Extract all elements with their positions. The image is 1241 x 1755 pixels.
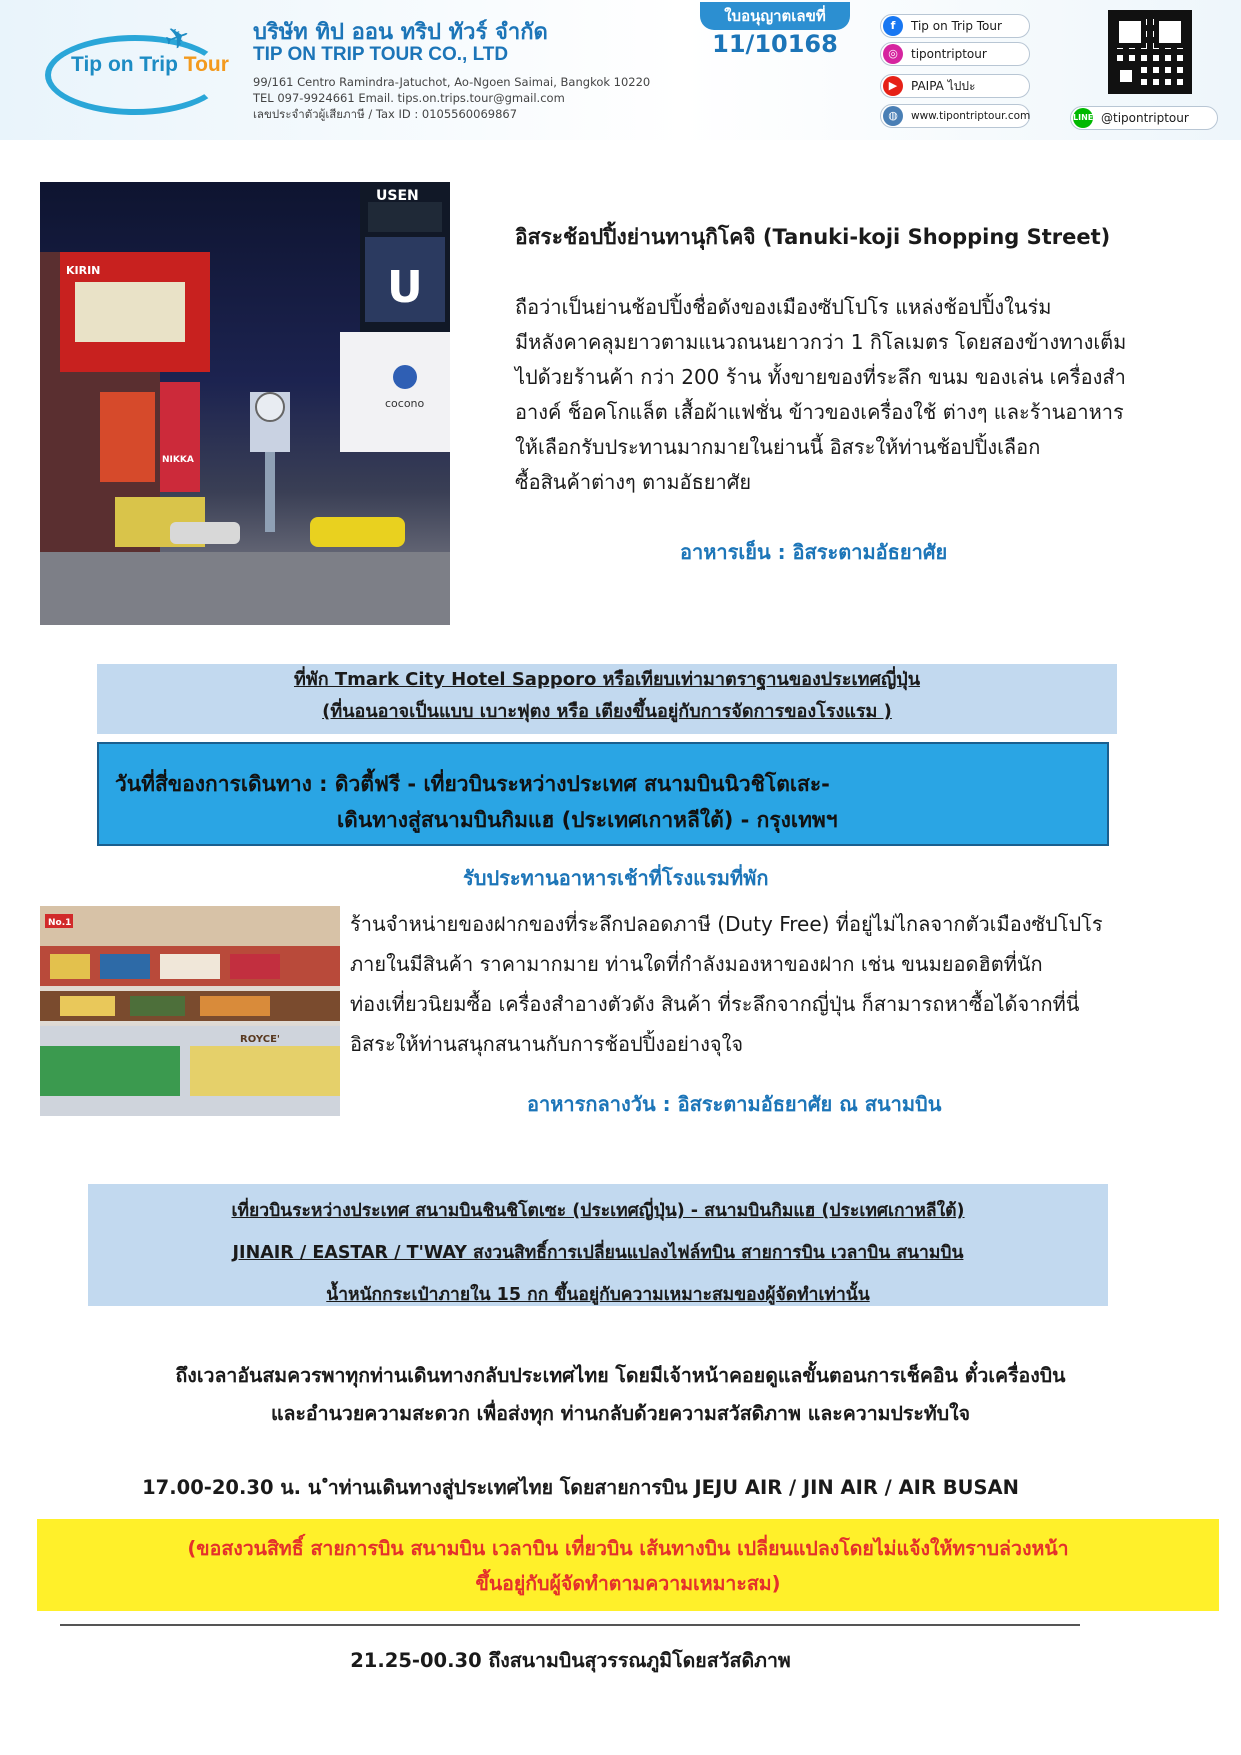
company-address <box>253 74 650 122</box>
flight-airlines-line: JINAIR / EASTAR / T'WAY สงวนสิทธิ์การเปลี่ยนแปลงไฟล์ทบิน สายการบิน เวลาบิน สนามบิน <box>232 1243 964 1263</box>
tax-id-line: เลขประจำตัวผู้เสียภาษี / Tax ID : 0105560069867 <box>253 107 518 121</box>
address-line: 99/161 Centro Ramindra-Jatuchot, Ao-Ngoen Saimai, Bangkok 10220 <box>253 75 651 89</box>
header-banner <box>0 0 1241 140</box>
youtube-icon: ▶ <box>883 76 903 96</box>
duty-free-description <box>350 904 1210 1064</box>
departure-time-line: 17.00-20.30 น. น ำท่านเดินทางสู่ประเทศไทย โดยสายการบิน JEJU AIR / JIN AIR / AIR BUSAN <box>142 1476 1019 1499</box>
description-line: ให้เลือกรับประทานมากมายในย่านนี้ อิสระให้ท่านช้อปปิ้งเลือก <box>515 435 1041 459</box>
description-line: อางค์ ช็อคโกแล็ต เสื้อผ้าแฟชั่น ข้าวของเครื่องใช้ ต่างๆ และร้านอาหาร <box>515 400 1124 424</box>
contact-line: TEL 097-9924661 Email. tips.on.trips.tour@gmail.com <box>253 91 565 105</box>
website-label: www.tipontriptour.com <box>911 110 1031 122</box>
lunch-note: อาหารกลางวัน : อิสระตามอัธยาศัย ณ สนามบิน <box>527 1092 942 1116</box>
dinner-note: อาหารเย็น : อิสระตามอัธยาศัย <box>680 540 948 564</box>
hotel-line: ที่พัก Tmark City Hotel Sapporo หรือเทียบเท่ามาตราฐานของประเทศญี่ปุ่น <box>293 669 921 690</box>
tanuki-koji-photo <box>40 182 450 625</box>
return-line-1: ถึงเวลาอันสมควรพาทุกท่านเดินทางกลับประเทศไทย โดยมีเจ้าหน้าคอยดูแลขั้นตอนการเช็คอิน ตั๋วเครื่องบิน <box>175 1364 1066 1387</box>
flight-info-box <box>88 1184 1108 1306</box>
youtube-link[interactable] <box>880 74 1030 98</box>
qr-code <box>1108 10 1192 94</box>
globe-icon: ◍ <box>883 106 903 126</box>
company-name-thai: บริษัท ทิป ออน ทริป ทัวร์ จำกัด <box>253 20 548 45</box>
instagram-icon: ◎ <box>883 44 903 64</box>
hotel-box <box>97 664 1117 734</box>
hotel-note-line: (ที่นอนอาจเป็นแบบ เบาะฟุตง หรือ เตียงขึ้นอยู่กับการจัดการของโรงแรม ) <box>322 701 892 722</box>
sign-usen: USEN <box>376 188 419 204</box>
line-link[interactable] <box>1070 106 1218 130</box>
description-line: ถือว่าเป็นย่านช้อปปิ้งชื่อดังของเมืองซัปโปโร แหล่งช้อปปิ้งในร่ม <box>515 295 1052 319</box>
description-line: ซื้อสินค้าต่างๆ ตามอัธยาศัย <box>515 470 752 494</box>
day-four-line-2: เดินทางสู่สนามบินกิมแฮ (ประเทศเกาหลีใต้) - กรุงเทพฯ <box>337 808 838 832</box>
sign-royce: ROYCE' <box>240 1034 280 1045</box>
duty-free-photo <box>40 906 340 1116</box>
shop-shelves-illustration <box>40 906 340 1116</box>
license-number: 11/10168 <box>712 30 838 58</box>
notice-line-2: ขึ้นอยู่กับผู้จัดทำตามความเหมาะสม) <box>475 1572 781 1595</box>
facebook-icon: f <box>883 16 903 36</box>
flight-route-line: เที่ยวบินระหว่างประเทศ สนามบินชินชิโตเซะ (ประเทศญี่ปุ่น) - สนามบินกิมแฮ (ประเทศเกาหลีใต้) <box>231 1201 965 1221</box>
notice-box <box>37 1519 1219 1611</box>
arrival-line: 21.25-00.30 ถึงสนามบินสุวรรณภูมิโดยสวัสดิภาพ <box>350 1649 791 1672</box>
instagram-label: tipontriptour <box>911 47 987 61</box>
company-logo <box>45 17 229 120</box>
logo-text: Tip on Trip Tour <box>71 53 229 76</box>
tanuki-koji-title: อิสระช้อปปิ้งย่านทานุกิโคจิ (Tanuki-koji Shopping Street) <box>515 225 1111 249</box>
description-line: ภายในมีสินค้า ราคามากมาย ท่านใดที่กำลังมองหาของฝาก เช่น ขนมยอดฮิตที่นัก <box>350 952 1043 976</box>
breakfast-note: รับประทานอาหารเช้าที่โรงแรมที่พัก <box>463 866 769 890</box>
description-line: มีหลังคาคลุมยาวตามแนวถนนยาวกว่า 1 กิโลเมตร โดยสองข้างทางเต็ม <box>515 330 1127 354</box>
sign-no1: No.1 <box>48 918 72 928</box>
day-four-line-1: วันที่สี่ของการเดินทาง : ดิวตี้ฟรี - เที่ยวบินระหว่างประเทศ สนามบินนิวชิโตเสะ- <box>115 772 830 796</box>
notice-line-1: (ขอสงวนสิทธิ์ สายการบิน สนามบิน เวลาบิน เที่ยวบิน เส้นทางบิน เปลี่ยนแปลงโดยไม่แจ้งให้ทราบล่วงหน้า <box>187 1537 1069 1560</box>
return-line-2: และอำนวยความสะดวก เพื่อส่งทุก ท่านกลับด้วยความสวัสดิภาพ และความประทับใจ <box>270 1402 971 1425</box>
description-line: ไปด้วยร้านค้า กว่า 200 ร้าน ทั้งขายของที่ระลึก ขนม ของเล่น เครื่องสำ <box>515 365 1126 389</box>
description-line: ร้านจำหน่ายของฝากของที่ระลึกปลอดภาษี (Duty Free) ที่อยู่ไม่ไกลจากตัวเมืองซัปโปโร <box>350 912 1103 936</box>
tanuki-koji-description <box>515 290 1165 500</box>
sign-u: U <box>387 262 423 313</box>
youtube-label: PAIPA ไปปะ <box>911 79 976 93</box>
website-link[interactable] <box>880 104 1030 128</box>
sign-nikka: NIKKA <box>162 455 194 465</box>
facebook-label: Tip on Trip Tour <box>911 19 1002 33</box>
sign-kirin: KIRIN <box>66 264 101 277</box>
qr-corner <box>1115 65 1137 87</box>
company-name-english: TIP ON TRIP TOUR CO., LTD <box>253 44 509 65</box>
airplane-icon: ✈ <box>159 17 196 60</box>
license-label: ใบอนุญาตเลขที่ <box>700 2 850 30</box>
sign-cocono: cocono <box>385 397 425 410</box>
flight-baggage-line: น้ำหนักกระเป๋าภายใน 15 กก ขึ้นอยู่กับความเหมาะสมของผู้จัดทำเท่านั้น <box>326 1285 870 1305</box>
divider <box>60 1624 1080 1626</box>
description-line: อิสระให้ท่านสนุกสนานกับการช้อปปิ้งอย่างจุใจ <box>350 1032 744 1056</box>
instagram-link[interactable] <box>880 42 1030 66</box>
description-line: ท่องเที่ยวนิยมซื้อ เครื่องสำอางตัวดัง สินค้า ที่ระลึกจากญี่ปุ่น ก็สามารถหาซื้อได้จากที่นี่ <box>350 992 1080 1016</box>
street-scene-illustration <box>40 182 450 625</box>
day-four-heading <box>97 742 1109 846</box>
line-label: @tipontriptour <box>1101 111 1189 125</box>
facebook-link[interactable] <box>880 14 1030 38</box>
line-icon: LINE <box>1073 108 1093 128</box>
